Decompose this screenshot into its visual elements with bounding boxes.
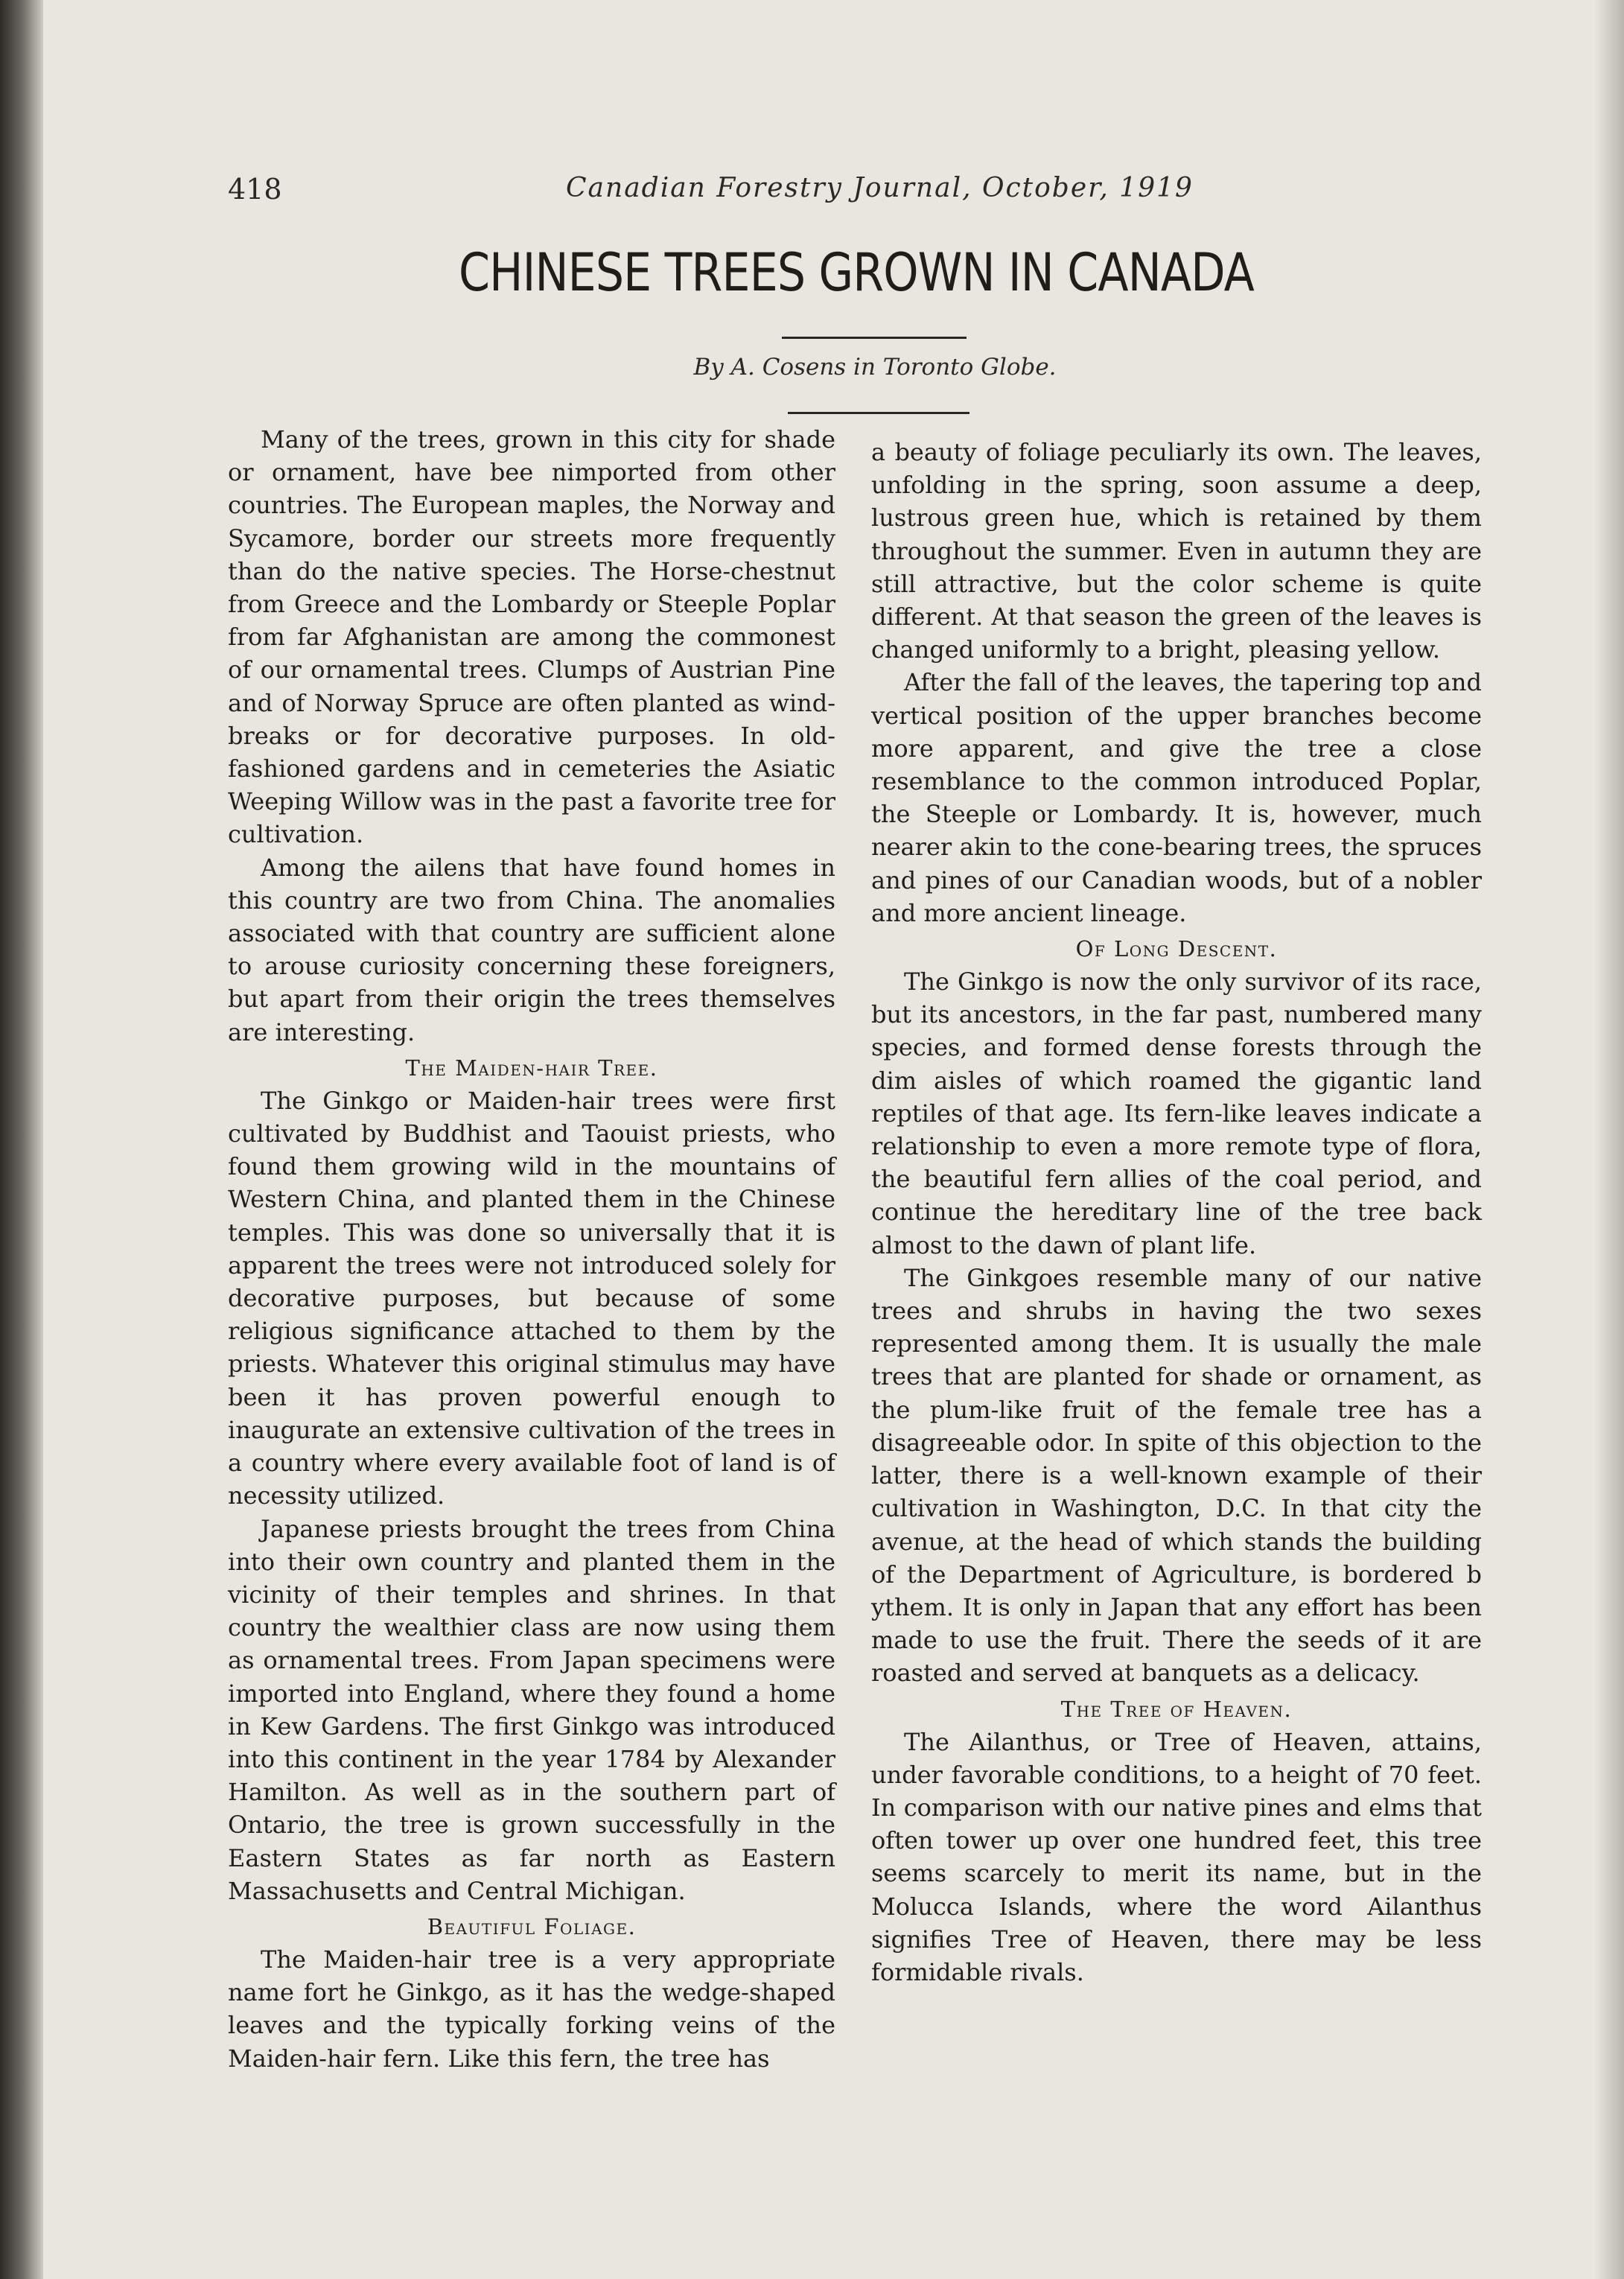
section-heading: Beautiful Foliage.	[427, 1913, 637, 1939]
section-heading: The Tree of Heaven.	[1060, 1696, 1293, 1722]
section-heading: The Maiden-hair Tree.	[405, 1055, 658, 1081]
page-number: 418	[228, 173, 282, 206]
running-head: Canadian Forestry Journal, October, 1919	[566, 173, 1194, 203]
title-rule-top	[782, 337, 967, 339]
paragraph: Many of the trees, grown in this city for shade or ornament, have bee nimported from other countries. The European maples, the Norway and Sycamore, border our streets more frequently than do the native species. The Horse-chestnut from Greece and the Lombardy or Steeple Poplar from far Afghanistan are among the commonest of our ornamental trees. Clumps of Austrian Pine and of Norway Spruce are often planted as wind-breaks or for decorative purposes. In old-fashioned gardens and in cemeteries the Asiatic Weeping Willow was in the past a favorite tree for cultivation.	[228, 425, 835, 849]
book-spine-shadow	[0, 0, 43, 2279]
page-edge-shadow	[1594, 0, 1624, 2279]
paragraph: The Ginkgo is now the only survivor of its race, but its ancestors, in the far past, numbered many species, and formed dense forests through the dim aisles of which roamed the gigantic land reptiles of that age. Its fern-like leaves indicate a relationship to even a more remote type of flora, the beautiful fern allies of the coal period, and continue the hereditary line of the tree back almost to the dawn of plant life.	[871, 967, 1482, 1259]
byline: By A. Cosens in Toronto Globe.	[693, 354, 1057, 381]
right-column	[871, 436, 1482, 1989]
section-heading: Of Long Descent.	[1075, 936, 1278, 962]
article-title: CHINESE TREES GROWN IN CANADA	[459, 242, 1254, 303]
paragraph: The Maiden-hair tree is a very appropriate name fort he Ginkgo, as it has the wedge-shaped leaves and the typically forking veins of the Maiden-hair fern. Like this fern, the tree has	[228, 1945, 835, 2073]
paragraph: a beauty of foliage peculiarly its own. The leaves, unfolding in the spring, soon assume a deep, lustrous green hue, which is retained by them throughout the summer. Even in autumn they are still attractive, but the color scheme is quite different. At that season the green of the leaves is changed uniformly to a bright, pleasing yellow.	[871, 438, 1482, 664]
paragraph: Among the ailens that have found homes in this country are two from China. The anomalies associated with that country are sufficient alone to arouse curiosity concerning these foreigners, but apart from their origin the trees themselves are interesting.	[228, 853, 835, 1046]
paragraph: After the fall of the leaves, the tapering top and vertical position of the upper branches become more apparent, and give the tree a close resemblance to the common introduced Poplar, the Steeple or Lombardy. It is, however, much nearer akin to the cone-bearing trees, the spruces and pines of our Canadian woods, but of a nobler and more ancient lineage.	[871, 668, 1482, 927]
paragraph: Japanese priests brought the trees from China into their own country and planted them in the vicinity of their temples and shrines. In that country the wealthier class are now using them as ornamental trees. From Japan specimens were imported into England, where they found a home in Kew Gardens. The first Ginkgo was introduced into this continent in the year 1784 by Alexander Hamilton. As well as in the southern part of Ontario, the tree is grown successfully in the Eastern States as far north as Eastern Massachusetts and Central Michigan.	[228, 1514, 835, 1905]
paragraph: The Ginkgoes resemble many of our native trees and shrubs in having the two sexes represented among them. It is usually the male trees that are planted for shade or ornament, as the plum-like fruit of the female tree has a disagreeable odor. In spite of this objection to the latter, there is a well-known example of their cultivation in Washington, D.C. In that city the avenue, at the head of which stands the building of the Department of Agriculture, is bordered b ythem. It is only in Japan that any effort has been made to use the fruit. There the seeds of it are roasted and served at banquets as a delicacy.	[871, 1263, 1482, 1688]
left-column	[228, 423, 835, 2075]
title-rule-bottom	[788, 412, 969, 414]
paragraph: The Ginkgo or Maiden-hair trees were first cultivated by Buddhist and Taouist priests, who found them growing wild in the mountains of Western China, and planted them in the Chinese temples. This was done so universally that it is apparent the trees were not introduced solely for decorative purposes, but because of some religious significance attached to them by the priests. Whatever this original stimulus may have been it has proven powerful enough to inaugurate an extensive cultivation of the trees in a country where every available foot of land is of necessity utilized.	[228, 1086, 835, 1510]
paragraph: The Ailanthus, or Tree of Heaven, attains, under favorable conditions, to a height of 70 feet. In comparison with our native pines and elms that often tower up over one hundred feet, this tree seems scarcely to merit its name, but in the Molucca Islands, where the word Ailanthus signifies Tree of Heaven, there may be less formidable rivals.	[871, 1727, 1482, 1986]
